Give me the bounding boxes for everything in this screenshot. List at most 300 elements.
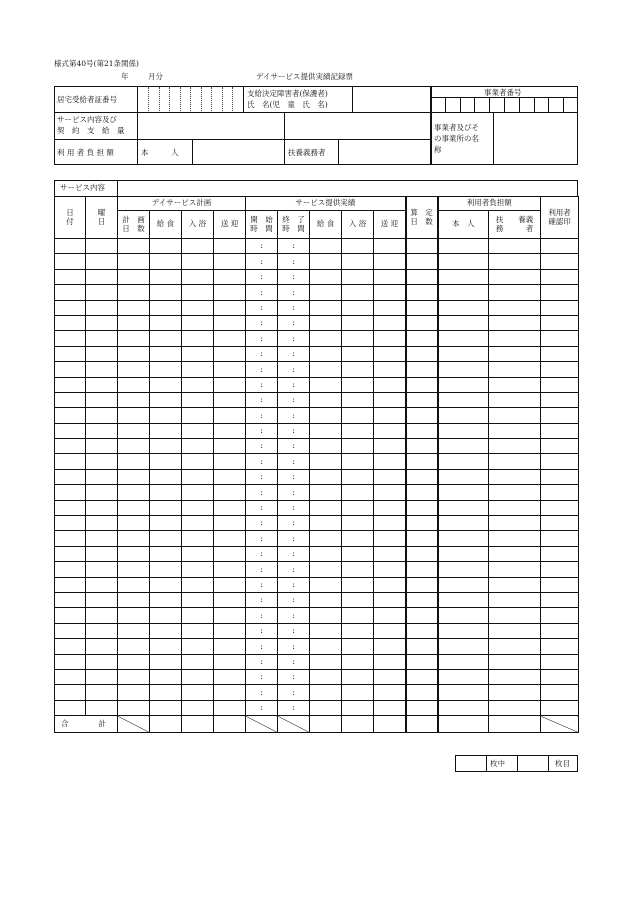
table-cell[interactable] [182,331,214,346]
table-cell[interactable] [118,500,150,515]
table-cell[interactable] [182,592,214,607]
table-cell[interactable] [438,469,489,484]
table-cell[interactable] [310,392,342,407]
table-cell[interactable] [55,254,86,269]
end-time-cell[interactable] [278,531,310,546]
table-cell[interactable] [182,516,214,531]
table-cell[interactable] [86,377,118,392]
table-cell[interactable] [374,315,406,330]
table-cell[interactable] [55,285,86,300]
end-time-cell[interactable] [278,546,310,561]
table-cell[interactable] [374,639,406,654]
table-cell[interactable] [374,439,406,454]
table-cell[interactable] [214,623,246,638]
end-time-cell[interactable] [278,362,310,377]
table-cell[interactable] [310,300,342,315]
table-cell[interactable] [150,516,182,531]
table-cell[interactable] [150,485,182,500]
end-time-cell[interactable] [278,500,310,515]
start-time-cell[interactable] [246,562,278,577]
table-cell[interactable] [310,254,342,269]
table-cell[interactable] [214,285,246,300]
table-cell[interactable] [406,500,438,515]
table-cell[interactable] [55,408,86,423]
table-cell[interactable] [406,546,438,561]
table-cell[interactable] [182,362,214,377]
table-cell[interactable] [406,531,438,546]
start-time-cell[interactable] [246,654,278,669]
table-cell[interactable] [342,331,374,346]
table-cell[interactable] [86,331,118,346]
table-cell[interactable] [541,485,579,500]
table-cell[interactable] [55,654,86,669]
table-cell[interactable] [541,669,579,684]
table-cell[interactable] [406,592,438,607]
table-cell[interactable] [342,423,374,438]
table-cell[interactable] [150,577,182,592]
table-cell[interactable] [182,608,214,623]
table-cell[interactable] [406,654,438,669]
table-cell[interactable] [214,700,246,715]
table-cell[interactable] [214,454,246,469]
table-cell[interactable] [406,623,438,638]
start-time-cell[interactable] [246,592,278,607]
table-cell[interactable] [55,454,86,469]
table-cell[interactable] [86,531,118,546]
table-cell[interactable] [374,392,406,407]
table-cell[interactable] [438,685,489,700]
table-cell[interactable] [489,469,541,484]
table-cell[interactable] [118,392,150,407]
end-time-cell[interactable] [278,469,310,484]
table-cell[interactable] [406,285,438,300]
table-cell[interactable] [86,546,118,561]
total-cell[interactable] [182,716,214,733]
table-cell[interactable] [541,300,579,315]
table-cell[interactable] [182,577,214,592]
table-cell[interactable] [489,439,541,454]
table-cell[interactable] [541,623,579,638]
table-cell[interactable] [214,469,246,484]
table-cell[interactable] [374,608,406,623]
table-cell[interactable] [150,454,182,469]
table-cell[interactable] [310,362,342,377]
table-cell[interactable] [55,623,86,638]
table-cell[interactable] [182,300,214,315]
table-cell[interactable] [406,439,438,454]
table-cell[interactable] [438,700,489,715]
start-time-cell[interactable] [246,423,278,438]
table-cell[interactable] [55,577,86,592]
table-cell[interactable] [86,700,118,715]
start-time-cell[interactable] [246,669,278,684]
table-cell[interactable] [118,516,150,531]
table-cell[interactable] [214,362,246,377]
table-cell[interactable] [406,315,438,330]
table-cell[interactable] [541,331,579,346]
table-cell[interactable] [86,346,118,361]
table-cell[interactable] [310,562,342,577]
table-cell[interactable] [86,485,118,500]
table-cell[interactable] [541,239,579,254]
table-cell[interactable] [118,346,150,361]
table-cell[interactable] [374,562,406,577]
table-cell[interactable] [86,362,118,377]
end-time-cell[interactable] [278,315,310,330]
end-time-cell[interactable] [278,408,310,423]
table-cell[interactable] [541,362,579,377]
table-cell[interactable] [541,592,579,607]
table-cell[interactable] [489,623,541,638]
table-cell[interactable] [489,531,541,546]
table-cell[interactable] [214,608,246,623]
table-cell[interactable] [86,592,118,607]
table-cell[interactable] [150,562,182,577]
table-cell[interactable] [310,654,342,669]
table-cell[interactable] [541,408,579,423]
table-cell[interactable] [55,485,86,500]
table-cell[interactable] [214,346,246,361]
table-cell[interactable] [489,254,541,269]
table-cell[interactable] [489,392,541,407]
table-cell[interactable] [374,516,406,531]
table-cell[interactable] [438,315,489,330]
table-cell[interactable] [541,500,579,515]
table-cell[interactable] [406,685,438,700]
table-cell[interactable] [310,639,342,654]
table-cell[interactable] [310,439,342,454]
start-time-cell[interactable] [246,392,278,407]
table-cell[interactable] [310,346,342,361]
start-time-cell[interactable] [246,546,278,561]
table-cell[interactable] [214,592,246,607]
table-cell[interactable] [182,485,214,500]
end-time-cell[interactable] [278,608,310,623]
table-cell[interactable] [310,577,342,592]
table-cell[interactable] [438,485,489,500]
start-time-cell[interactable] [246,408,278,423]
table-cell[interactable] [406,269,438,284]
start-time-cell[interactable] [246,377,278,392]
table-cell[interactable] [118,239,150,254]
table-cell[interactable] [182,269,214,284]
table-cell[interactable] [374,300,406,315]
table-cell[interactable] [86,392,118,407]
table-cell[interactable] [86,469,118,484]
total-cell[interactable] [374,716,406,733]
table-cell[interactable] [118,546,150,561]
table-cell[interactable] [406,639,438,654]
table-cell[interactable] [118,285,150,300]
table-cell[interactable] [489,239,541,254]
table-cell[interactable] [438,454,489,469]
table-cell[interactable] [489,300,541,315]
table-cell[interactable] [55,331,86,346]
table-cell[interactable] [150,592,182,607]
table-cell[interactable] [541,423,579,438]
table-cell[interactable] [55,516,86,531]
table-cell[interactable] [214,408,246,423]
table-cell[interactable] [150,285,182,300]
total-cell[interactable] [438,716,489,733]
table-cell[interactable] [489,454,541,469]
table-cell[interactable] [489,546,541,561]
table-cell[interactable] [489,639,541,654]
table-cell[interactable] [150,623,182,638]
table-cell[interactable] [55,439,86,454]
table-cell[interactable] [342,623,374,638]
start-time-cell[interactable] [246,439,278,454]
table-cell[interactable] [438,392,489,407]
table-cell[interactable] [406,392,438,407]
table-cell[interactable] [310,408,342,423]
table-cell[interactable] [55,469,86,484]
table-cell[interactable] [310,623,342,638]
table-cell[interactable] [406,608,438,623]
end-time-cell[interactable] [278,377,310,392]
start-time-cell[interactable] [246,700,278,715]
table-cell[interactable] [214,639,246,654]
table-cell[interactable] [374,577,406,592]
table-cell[interactable] [438,562,489,577]
table-cell[interactable] [406,700,438,715]
end-time-cell[interactable] [278,485,310,500]
end-time-cell[interactable] [278,654,310,669]
table-cell[interactable] [438,546,489,561]
table-cell[interactable] [214,546,246,561]
table-cell[interactable] [489,500,541,515]
table-cell[interactable] [342,285,374,300]
table-cell[interactable] [438,531,489,546]
start-time-cell[interactable] [246,285,278,300]
start-time-cell[interactable] [246,623,278,638]
table-cell[interactable] [541,700,579,715]
start-time-cell[interactable] [246,608,278,623]
table-cell[interactable] [342,315,374,330]
table-cell[interactable] [342,392,374,407]
table-cell[interactable] [438,331,489,346]
table-cell[interactable] [374,485,406,500]
table-cell[interactable] [150,392,182,407]
table-cell[interactable] [541,516,579,531]
table-cell[interactable] [374,454,406,469]
table-cell[interactable] [182,469,214,484]
table-cell[interactable] [182,669,214,684]
table-cell[interactable] [541,654,579,669]
table-cell[interactable] [406,346,438,361]
table-cell[interactable] [86,516,118,531]
table-cell[interactable] [406,516,438,531]
table-cell[interactable] [118,454,150,469]
table-cell[interactable] [374,254,406,269]
table-cell[interactable] [182,500,214,515]
table-cell[interactable] [214,577,246,592]
table-cell[interactable] [374,546,406,561]
table-cell[interactable] [374,592,406,607]
table-cell[interactable] [214,516,246,531]
table-cell[interactable] [374,408,406,423]
end-time-cell[interactable] [278,300,310,315]
table-cell[interactable] [310,608,342,623]
table-cell[interactable] [86,623,118,638]
table-cell[interactable] [489,377,541,392]
table-cell[interactable] [86,562,118,577]
table-cell[interactable] [214,685,246,700]
table-cell[interactable] [86,685,118,700]
table-cell[interactable] [374,500,406,515]
start-time-cell[interactable] [246,346,278,361]
table-cell[interactable] [86,654,118,669]
table-cell[interactable] [86,423,118,438]
table-cell[interactable] [374,377,406,392]
end-time-cell[interactable] [278,254,310,269]
table-cell[interactable] [438,408,489,423]
table-cell[interactable] [541,392,579,407]
start-time-cell[interactable] [246,469,278,484]
table-cell[interactable] [150,331,182,346]
start-time-cell[interactable] [246,269,278,284]
table-cell[interactable] [342,639,374,654]
start-time-cell[interactable] [246,454,278,469]
table-cell[interactable] [374,285,406,300]
table-cell[interactable] [342,439,374,454]
table-cell[interactable] [342,377,374,392]
table-cell[interactable] [150,346,182,361]
table-cell[interactable] [182,254,214,269]
total-cell[interactable] [406,716,438,733]
end-time-cell[interactable] [278,577,310,592]
table-cell[interactable] [489,577,541,592]
table-cell[interactable] [489,346,541,361]
table-cell[interactable] [374,700,406,715]
table-cell[interactable] [438,377,489,392]
table-cell[interactable] [438,516,489,531]
table-cell[interactable] [182,454,214,469]
table-cell[interactable] [342,485,374,500]
table-cell[interactable] [342,346,374,361]
table-cell[interactable] [55,346,86,361]
table-cell[interactable] [150,362,182,377]
start-time-cell[interactable] [246,315,278,330]
table-cell[interactable] [55,239,86,254]
table-cell[interactable] [214,500,246,515]
table-cell[interactable] [86,608,118,623]
end-time-cell[interactable] [278,439,310,454]
table-cell[interactable] [182,639,214,654]
table-cell[interactable] [150,685,182,700]
table-cell[interactable] [182,408,214,423]
table-cell[interactable] [541,608,579,623]
table-cell[interactable] [118,408,150,423]
table-cell[interactable] [86,408,118,423]
total-cell[interactable] [118,716,150,733]
table-cell[interactable] [310,423,342,438]
table-cell[interactable] [438,623,489,638]
table-cell[interactable] [489,362,541,377]
table-cell[interactable] [118,639,150,654]
table-cell[interactable] [489,408,541,423]
table-cell[interactable] [342,516,374,531]
table-cell[interactable] [438,300,489,315]
table-cell[interactable] [310,669,342,684]
table-cell[interactable] [118,577,150,592]
table-cell[interactable] [310,485,342,500]
table-cell[interactable] [310,377,342,392]
table-cell[interactable] [489,285,541,300]
end-time-cell[interactable] [278,639,310,654]
table-cell[interactable] [310,269,342,284]
table-cell[interactable] [406,669,438,684]
table-cell[interactable] [406,254,438,269]
table-cell[interactable] [55,669,86,684]
end-time-cell[interactable] [278,285,310,300]
table-cell[interactable] [438,639,489,654]
table-cell[interactable] [150,423,182,438]
total-cell[interactable] [150,716,182,733]
start-time-cell[interactable] [246,500,278,515]
table-cell[interactable] [55,315,86,330]
table-cell[interactable] [541,546,579,561]
table-cell[interactable] [55,608,86,623]
table-cell[interactable] [541,469,579,484]
table-cell[interactable] [374,531,406,546]
start-time-cell[interactable] [246,685,278,700]
table-cell[interactable] [438,500,489,515]
table-cell[interactable] [150,639,182,654]
table-cell[interactable] [374,346,406,361]
table-cell[interactable] [182,439,214,454]
start-time-cell[interactable] [246,254,278,269]
table-cell[interactable] [214,315,246,330]
table-cell[interactable] [55,592,86,607]
table-cell[interactable] [118,685,150,700]
total-cell[interactable] [310,716,342,733]
table-cell[interactable] [86,439,118,454]
end-time-cell[interactable] [278,269,310,284]
table-cell[interactable] [118,300,150,315]
table-cell[interactable] [438,669,489,684]
table-cell[interactable] [118,700,150,715]
table-cell[interactable] [182,546,214,561]
table-cell[interactable] [541,377,579,392]
table-cell[interactable] [541,346,579,361]
table-cell[interactable] [214,300,246,315]
table-cell[interactable] [118,331,150,346]
table-cell[interactable] [55,269,86,284]
table-cell[interactable] [406,408,438,423]
table-cell[interactable] [406,239,438,254]
table-cell[interactable] [374,469,406,484]
table-cell[interactable] [438,254,489,269]
start-time-cell[interactable] [246,516,278,531]
table-cell[interactable] [438,423,489,438]
table-cell[interactable] [182,285,214,300]
start-time-cell[interactable] [246,531,278,546]
table-cell[interactable] [182,423,214,438]
table-cell[interactable] [438,592,489,607]
table-cell[interactable] [86,285,118,300]
table-cell[interactable] [86,315,118,330]
table-cell[interactable] [310,454,342,469]
table-cell[interactable] [86,454,118,469]
table-cell[interactable] [118,362,150,377]
total-cell[interactable] [278,716,310,733]
table-cell[interactable] [150,439,182,454]
table-cell[interactable] [118,531,150,546]
table-cell[interactable] [118,485,150,500]
table-cell[interactable] [310,469,342,484]
table-cell[interactable] [182,654,214,669]
